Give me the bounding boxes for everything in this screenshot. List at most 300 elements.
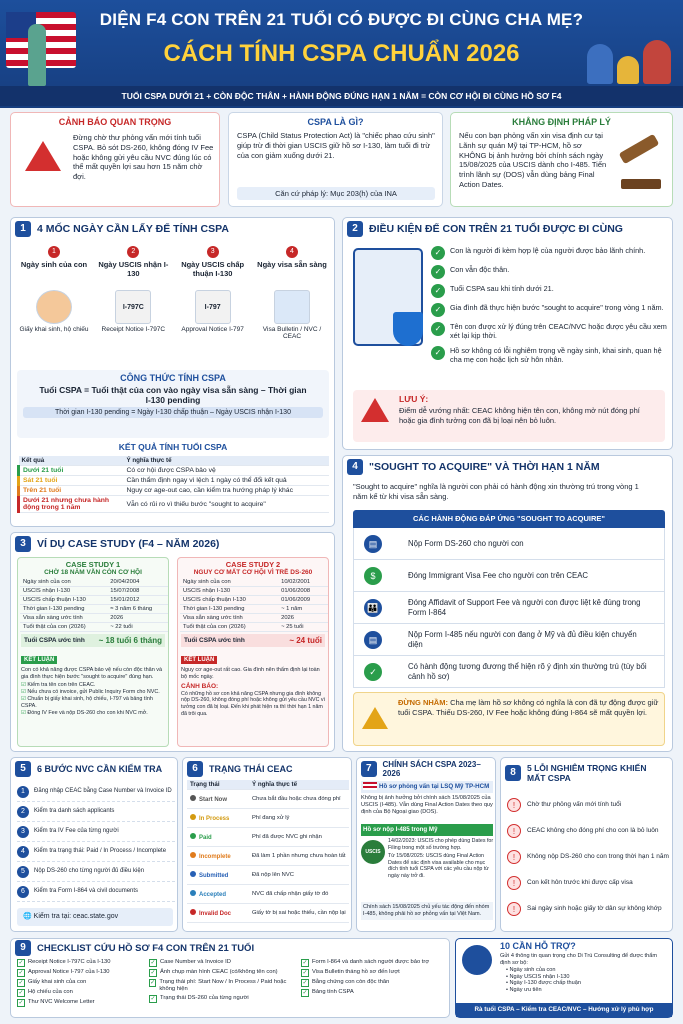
result-label: Trên 21 tuổi <box>19 486 124 496</box>
policy2-title: Hồ sơ nộp I-485 trong Mỹ <box>363 826 438 833</box>
case-row <box>20 587 168 596</box>
status-header-1: Trạng thái <box>187 780 249 790</box>
mistake-text: Sai ngày sinh hoặc giấy tờ dân sự không khớp <box>527 904 662 912</box>
status-label: Start Now <box>199 797 228 803</box>
warning-card <box>10 112 220 207</box>
case-row <box>20 605 168 614</box>
family-icon <box>587 38 675 84</box>
result-label: Sát 21 tuổi <box>19 476 124 486</box>
milestone-label: Ngày USCIS chấp thuận I-130 <box>181 260 245 278</box>
case1-conclusion-label: KẾT LUẬN <box>21 656 57 664</box>
checkbox-icon: ✓ <box>150 980 156 986</box>
section-4 <box>342 455 673 752</box>
status-dot-icon <box>190 909 196 915</box>
alert-icon <box>361 398 389 422</box>
mistake-text: CEAC không cho đóng phí cho con là bỏ luôn <box>527 826 659 834</box>
mistake-text: Chờ thư phỏng vấn mới tính tuổi <box>527 800 622 808</box>
globe-icon: 🌐 <box>23 913 34 920</box>
status-dot-icon <box>190 890 196 896</box>
condition-text: Tên con được xử lý đúng trên CEAC/NVC hoặc được yêu cầu xem xét lại kịp thời. <box>450 322 667 341</box>
case1-conclusion: Con có khả năng được CSPA bảo vệ nếu còn độc thân và gia đình thực hiện bước "sought to acquire" đúng hạn. <box>21 667 163 680</box>
step-text: Kiểm tra Form I-864 và civil documents <box>34 887 139 894</box>
uscis-seal-text: USCIS <box>365 849 381 855</box>
us-flag-icon <box>363 782 377 790</box>
status-row <box>187 904 349 923</box>
policy-footnote: Chính sách 15/08/2025 chủ yếu tác động đến nhóm I-485, không phải hồ sơ phỏng vấn tại Việt Nam. <box>361 902 493 920</box>
checkbox-icon: ✓ <box>150 960 156 966</box>
dollar-icon: $ <box>364 567 382 585</box>
legal-card <box>450 112 673 207</box>
checklist-text: Trạng thái phí: Start Now / In Process / Paid hoặc không hiện <box>159 979 287 993</box>
status-row <box>187 809 349 828</box>
case-row <box>180 596 328 605</box>
gavel-base-icon <box>621 179 661 189</box>
case-row-label: Visa sẵn sàng ước tính <box>180 614 278 623</box>
case1-action <box>21 696 165 710</box>
legal-text: Nếu con bạn phỏng vấn xin visa định cư tại Lãnh sự quán Mỹ tại TP-HCM, hồ sơ KHÔNG bị ảnh hưởng bởi chính sách ngày 15/08/2025 của USCIS dành cho I-485. Tiến trình lãnh sự (DOS) vẫn dùng bảng Final Action Dates. <box>459 131 607 189</box>
status-row <box>187 885 349 904</box>
status-dot-icon <box>190 852 196 858</box>
case2-title: CASE STUDY 2 <box>225 560 281 569</box>
sought-action <box>353 528 665 560</box>
status-name <box>187 866 249 885</box>
case1-action-text: Nếu chưa có invoice, gửi Public Inquiry Form cho NVC. <box>27 688 160 695</box>
support-text: Gửi 4 thông tin quan trọng cho Di Trú Consulting để được thẩm định sơ bộ: <box>500 953 657 966</box>
step-text: Kiểm tra danh sách applicants <box>34 807 115 814</box>
case1-result-label: Tuổi CSPA ước tính <box>24 637 85 644</box>
mistake-text: Không nộp DS-260 cho con trong thời hạn 1 năm <box>527 852 669 860</box>
warning-text: Đừng chờ thư phỏng vấn mới tính tuổi CSPA. Bỏ sót DS-260, không đóng IV Fee hoặc không gửi yêu cầu NVC đúng lúc có thể mất quyền lợi sau hơn 15 năm chờ đợi. <box>73 133 214 181</box>
note-text: Điểm dễ vướng nhất: CEAC không hiện tên con, không mở nút đóng phí hoặc gia đình tưởng con đã bị loại nên bỏ luôn. <box>399 406 640 425</box>
checkbox-icon: ✓ <box>150 970 156 976</box>
sought-action-text: Nộp Form DS-260 cho người con <box>408 538 524 548</box>
shield-check-icon <box>393 312 423 346</box>
status-dot-icon <box>190 833 196 839</box>
nvc-step <box>17 802 175 822</box>
section-number: 2 <box>347 221 363 237</box>
case-row-label: Visa sẵn sàng ước tính <box>20 614 107 623</box>
formula: Tuổi CSPA = Tuổi thật của con vào ngày visa sẵn sàng – Thời gian I-130 pending <box>39 385 307 405</box>
sought-action-text: Nộp Form I-485 nếu người con đang ở Mỹ và đủ điều kiện chuyển diện <box>408 629 637 649</box>
case1-action <box>21 710 165 717</box>
case-row-value: 2026 <box>107 614 168 623</box>
status-meaning: Đã nộp lên NVC <box>249 866 349 885</box>
section-title: ĐIỀU KIỆN ĐỂ CON TRÊN 21 TUỔI ĐƯỢC ĐI CÙNG <box>369 223 623 235</box>
checklist-item <box>149 979 299 993</box>
case2-result-label: Tuổi CSPA ước tính <box>184 637 245 644</box>
status-label: Invalid Doc <box>199 911 232 917</box>
case-row-value: ~ 25 tuổi <box>278 623 328 632</box>
date-milestone <box>176 246 250 366</box>
checklist-item <box>301 959 447 967</box>
case1-subtitle: CHỜ 18 NĂM VẪN CÒN CƠ HỘI <box>44 569 142 576</box>
error-icon: ! <box>507 824 521 838</box>
checklist-text: Bằng chứng con còn độc thân <box>312 979 390 985</box>
date-milestone <box>17 246 91 366</box>
people-icon: 👪 <box>364 599 382 617</box>
case-row-value: 15/07/2008 <box>107 587 168 596</box>
result-meaning: Vẫn có rủi ro vì thiếu bước "sought to acquire" <box>124 496 330 513</box>
section-title: 4 MỐC NGÀY CẦN LẤY ĐỂ TÍNH CSPA <box>37 223 229 235</box>
cspa-title: CSPA LÀ GÌ? <box>307 117 364 127</box>
warning-icon <box>25 141 61 171</box>
case-row <box>180 605 328 614</box>
support-item: • Ngày USCIS nhận I-130 <box>506 973 570 980</box>
check-box-icon: ☑ <box>21 681 28 688</box>
status-row <box>187 847 349 866</box>
clipboard-icon <box>353 248 423 346</box>
nvc-step <box>17 882 175 902</box>
document-icon: I-797 <box>195 290 231 324</box>
dont-confuse-box <box>353 692 665 746</box>
result-row <box>19 466 330 476</box>
checklist-item <box>149 995 299 1003</box>
status-dot-icon <box>190 795 196 801</box>
checkbox-icon: ✓ <box>302 990 308 996</box>
condition-text: Gia đình đã thực hiện bước "sought to acquire" trong vòng 1 năm. <box>450 303 664 312</box>
status-meaning: Phí đã được NVC ghi nhận <box>249 828 349 847</box>
step-number: 6 <box>17 886 29 898</box>
error-icon: ! <box>507 798 521 812</box>
case-row-label: USCIS chấp thuận I-130 <box>20 596 107 605</box>
section-title: 5 LỖI NGHIÊM TRỌNG KHIẾN MẤT CSPA <box>527 762 647 783</box>
case-row <box>20 596 168 605</box>
ceac-link-text[interactable]: Kiểm tra tại: ceac.state.gov <box>33 913 119 920</box>
status-meaning: Giấy tờ bị sai hoặc thiếu, cần nộp lại <box>249 904 349 923</box>
section-number: 10 <box>500 941 511 951</box>
check-box-icon: ☑ <box>21 695 28 702</box>
case-row-value: ~ 22 tuổi <box>107 623 168 632</box>
checklist-text: Trạng thái DS-260 của từng người <box>160 995 249 1002</box>
status-row <box>187 866 349 885</box>
section-number: 1 <box>15 221 31 237</box>
check-circle-icon: ✓ <box>431 322 445 336</box>
uscis-seal-icon <box>361 840 385 864</box>
mistake-text: Con kết hôn trước khi được cấp visa <box>527 878 633 886</box>
checklist-text: Receipt Notice I-797C của I-130 <box>28 959 111 965</box>
status-dot-icon <box>190 871 196 877</box>
case1-action-text: Kiểm tra tên con trên CEAC. <box>27 681 96 688</box>
mistake-item <box>507 844 669 870</box>
sought-action <box>353 592 665 624</box>
step-number: 3 <box>17 826 29 838</box>
milestone-number: 4 <box>286 246 298 258</box>
formula-box <box>17 370 329 438</box>
checkbox-icon: ✓ <box>18 970 24 976</box>
case1-action <box>21 689 165 696</box>
policy1-text: Không bị ảnh hưởng bởi chính sách 15/08/2025 của USCIS (I-485). Vẫn dùng Final Action Dates theo quy định của Bộ Ngoại giao (DOS). <box>361 795 493 815</box>
checklist-item <box>301 969 447 977</box>
cspa-text: CSPA (Child Status Protection Act) là "chiếc phao cứu sinh" giúp trừ đi thời gian USCIS giữ hồ sơ I-130, làm tuổi đi trừ của con giảm xuống dưới 21. <box>237 131 435 160</box>
status-name <box>187 828 249 847</box>
checklist-text: Case Number và Invoice ID <box>160 959 231 965</box>
form-icon: ▤ <box>364 535 382 553</box>
case1-action-text: Chuẩn bị giấy khai sinh, hộ chiếu, I-797 và bảng tính CSPA. <box>21 695 153 709</box>
check-circle-icon: ✓ <box>431 284 445 298</box>
checkbox-icon: ✓ <box>18 980 24 986</box>
section-6 <box>182 757 352 932</box>
case-row-value: ≈ 3 năm 6 tháng <box>107 605 168 614</box>
checklist-text: Form I-864 và danh sách người được bảo trợ <box>312 959 430 965</box>
section-title: CHECKLIST CỨU HỒ SƠ F4 CON TRÊN 21 TUỔI <box>37 942 255 954</box>
section-title: CHÍNH SÁCH CSPA 2023–2026 <box>382 760 481 778</box>
milestone-label: Ngày visa sẵn sàng <box>257 260 327 269</box>
case2-subtitle: NGUY CƠ MẤT CƠ HỘI VÌ TRỄ DS-260 <box>193 569 313 576</box>
condition-item <box>431 284 669 298</box>
checkbox-icon: ✓ <box>18 990 24 996</box>
checkbox-icon: ✓ <box>18 1000 24 1006</box>
subtitle-bar: TUỔI CSPA DƯỚI 21 + CÒN ĐỘC THÂN + HÀNH ĐỘNG ĐÚNG HẠN 1 NĂM = CÒN CƠ HỘI ĐI CÙNG HỒ SƠ F4 <box>0 86 683 106</box>
calendar-icon <box>274 290 310 324</box>
section-5 <box>10 757 178 932</box>
case-row-label: USCIS nhận I-130 <box>180 587 278 596</box>
title-line-2: CÁCH TÍNH CSPA CHUẨN 2026 <box>163 40 520 67</box>
condition-text: Con vẫn độc thân. <box>450 265 510 274</box>
actions-title: CÁC HÀNH ĐỘNG ĐÁP ỨNG "SOUGHT TO ACQUIRE" <box>353 510 665 528</box>
checklist-text: Thư NVC Welcome Letter <box>28 999 95 1005</box>
result-row <box>19 476 330 486</box>
case-row-value: 20/04/2004 <box>107 578 168 587</box>
mistake-item <box>507 792 669 818</box>
error-icon: ! <box>507 850 521 864</box>
section-number: 3 <box>15 536 31 552</box>
date-milestone <box>255 246 329 366</box>
check-box-icon: ☑ <box>21 709 28 716</box>
result-row <box>19 496 330 513</box>
case-row-value: 15/01/2012 <box>107 596 168 605</box>
status-label: Paid <box>199 835 212 841</box>
status-row <box>187 790 349 809</box>
result-meaning: Cần thẩm định ngay vì lệch 1 ngày có thể đổi kết quả <box>124 476 330 486</box>
sought-action-text: Đóng Affidavit of Support Fee và người con được liệt kê đúng trong Form I-864 <box>408 597 641 617</box>
section-3 <box>10 532 335 752</box>
checklist-item <box>17 999 147 1007</box>
status-meaning: Chưa bắt đầu hoặc chưa đóng phí <box>249 790 349 809</box>
checklist-text: Bảng tính CSPA <box>312 989 354 995</box>
checklist-text: Ảnh chụp màn hình CEAC (có/không tên con) <box>160 969 278 975</box>
checklist-item <box>17 979 147 987</box>
checklist-item <box>301 989 447 997</box>
case-row <box>180 623 328 632</box>
section-2 <box>342 217 673 450</box>
check-circle-icon: ✓ <box>431 265 445 279</box>
checkbox-icon: ✓ <box>18 960 24 966</box>
statue-of-liberty-icon <box>28 24 46 86</box>
milestone-number: 2 <box>127 246 139 258</box>
case-row-label: Tuổi thật của con (2026) <box>20 623 107 632</box>
case-row <box>20 614 168 623</box>
status-label: Accepted <box>199 892 227 898</box>
case-row-label: Thời gian I-130 pending <box>20 605 107 614</box>
case-row-label: USCIS nhận I-130 <box>20 587 107 596</box>
case-row-value: 01/06/2009 <box>278 596 328 605</box>
condition-text: Hồ sơ không có lỗi nghiêm trọng về ngày sinh, khai sinh, quan hệ cha mẹ con hoặc lịch sử hôn nhân. <box>450 345 662 365</box>
case-row-value: 2026 <box>278 614 328 623</box>
case2-conclusion-label: KẾT LUẬN <box>181 656 217 664</box>
checklist-item <box>17 969 147 977</box>
cspa-card <box>228 112 443 207</box>
policy2-header <box>361 824 493 836</box>
section-number: 4 <box>347 459 363 475</box>
checklist-text: Visa Bulletin tháng hồ sơ đến lượt <box>312 969 400 975</box>
case-row-label: USCIS chấp thuận I-130 <box>180 596 278 605</box>
check-circle-icon: ✓ <box>364 663 382 681</box>
milestone-source: Approval Notice I-797 <box>181 326 244 333</box>
case-row <box>20 623 168 632</box>
note-box <box>353 390 665 442</box>
warning-title: CẢNH BÁO QUAN TRỌNG <box>58 117 172 127</box>
condition-text: Con là người đi kèm hợp lệ của người được bảo lãnh chính. <box>450 246 646 255</box>
step-number: 1 <box>17 786 29 798</box>
checklist-text: Approval Notice I-797 của I-130 <box>28 969 110 975</box>
section-7 <box>356 757 496 932</box>
ceac-link[interactable] <box>17 908 173 926</box>
dont-confuse-text: Cha mẹ làm hồ sơ không có nghĩa là con đã tự động được giữ tuổi CSPA. Thiếu DS-260, IV Fee hoặc không đúng I-864 sẽ mất quyền lợi. <box>398 698 659 717</box>
date-milestone <box>96 246 170 366</box>
section-10 <box>455 938 673 1018</box>
milestone-source: Giấy khai sinh, hộ chiếu <box>19 326 89 333</box>
case-row-label: Tuổi thật của con (2026) <box>180 623 278 632</box>
formula-title: CÔNG THỨC TÍNH CSPA <box>120 373 226 383</box>
check-circle-icon: ✓ <box>431 303 445 317</box>
document-icon: I-797C <box>115 290 151 324</box>
case-row-label: Ngày sinh của con <box>20 578 107 587</box>
policy2-bullet-2: Từ 15/08/2025: USCIS dùng Final Action Dates để xác định visa available cho mục đích tính tuổi CSPA với các yêu cầu nộp từ ngày này trở đi. <box>388 853 489 880</box>
support-footer: Rà tuổi CSPA – Kiểm tra CEAC/NVC – Hướng xử lý phù hợp <box>456 1003 672 1017</box>
section-title: 6 BƯỚC NVC CẦN KIỂM TRA <box>37 764 163 774</box>
check-box-icon: ☑ <box>21 688 28 695</box>
condition-item <box>431 346 669 365</box>
case1-result: ~ 18 tuổi 6 tháng <box>98 636 162 645</box>
condition-item <box>431 246 669 260</box>
checklist-item <box>301 979 447 987</box>
result-row <box>19 486 330 496</box>
status-meaning: Phí đang xử lý <box>249 809 349 828</box>
case-row-label: Thời gian I-130 pending <box>180 605 278 614</box>
error-icon: ! <box>507 902 521 916</box>
status-meaning: Đã làm 1 phần nhưng chưa hoàn tất <box>249 847 349 866</box>
status-meaning: NVC đã chấp nhận giấy tờ đó <box>249 885 349 904</box>
gavel-icon <box>619 134 660 164</box>
case-row <box>180 587 328 596</box>
status-row <box>187 828 349 847</box>
note-title: LƯU Ý: <box>399 394 429 404</box>
step-number: 5 <box>17 866 29 878</box>
cspa-basis: Căn cứ pháp lý: Mục 203(h) của INA <box>237 187 435 200</box>
sought-action <box>353 560 665 592</box>
status-label: In Process <box>199 816 230 822</box>
sought-action-text: Đóng Immigrant Visa Fee cho người con trên CEAC <box>408 570 589 580</box>
result-meaning: Có cơ hội được CSPA bảo vệ <box>124 466 330 476</box>
section-title: VÍ DỤ CASE STUDY (F4 – NĂM 2026) <box>37 538 220 550</box>
step-text: Kiểm tra IV Fee của từng người <box>34 827 119 834</box>
status-name <box>187 847 249 866</box>
case2-warning: Có những hồ sơ con khả năng CSPA nhưng gia đình không nộp DS-260, không đóng phí hoặc không gửi yêu cầu NVC vì tưởng con đã bị loại. Đến khi phát hiện ra thì thời hạn 1 năm đã trôi qua. <box>181 690 326 717</box>
checklist-item <box>17 959 147 967</box>
results-table <box>17 456 329 513</box>
case1-action-text: Đóng IV Fee và nộp DS-260 cho con khi NVC mở. <box>27 709 148 716</box>
case2-warning-label: CẢNH BÁO: <box>181 682 219 690</box>
sought-intro: "Sought to acquire" nghĩa là người con phải có hành động xin thường trú trong vòng 1 năm kể từ khi visa sẵn sàng. <box>353 482 639 501</box>
condition-item <box>431 322 669 341</box>
step-number: 2 <box>17 806 29 818</box>
nvc-step <box>17 822 175 842</box>
support-item: • Ngày ưu tiên <box>506 987 542 994</box>
caution-icon <box>362 707 388 729</box>
checkbox-icon: ✓ <box>302 960 308 966</box>
support-agent-icon <box>462 945 492 975</box>
title-line-1: DIỆN F4 CON TRÊN 21 TUỔI CÓ ĐƯỢC ĐI CÙNG CHA MẸ? <box>99 10 584 29</box>
milestone-number: 3 <box>207 246 219 258</box>
section-number: 5 <box>15 761 31 777</box>
status-name <box>187 809 249 828</box>
nvc-step <box>17 782 175 802</box>
status-dot-icon <box>190 814 196 820</box>
status-label: Incomplete <box>199 854 231 860</box>
status-name <box>187 885 249 904</box>
baby-icon <box>36 290 72 324</box>
section-1 <box>10 217 335 527</box>
result-label: Dưới 21 tuổi <box>19 466 124 476</box>
case1-action <box>21 682 165 689</box>
support-item: • Ngày I-130 được chấp thuận <box>506 980 581 987</box>
sought-action-text: Có hành động tương đương thể hiện rõ ý định xin thường trú (tùy bối cảnh hồ sơ) <box>408 661 647 681</box>
results-header-1: Kết quả <box>19 456 124 466</box>
support-item: • Ngày sinh của con <box>506 967 556 973</box>
results-header-2: Ý nghĩa thực tế <box>124 456 330 466</box>
legal-title: KHẲNG ĐỊNH PHÁP LÝ <box>512 117 611 127</box>
step-text: Đăng nhập CEAC bằng Case Number và Invoice ID <box>34 787 172 794</box>
mistake-item <box>507 818 669 844</box>
case-row <box>180 614 328 623</box>
case1-title: CASE STUDY 1 <box>65 560 121 569</box>
section-9 <box>10 938 450 1018</box>
check-circle-icon: ✓ <box>431 346 445 360</box>
checkbox-icon: ✓ <box>302 970 308 976</box>
section-title: "SOUGHT TO ACQUIRE" VÀ THỜI HẠN 1 NĂM <box>369 461 600 473</box>
sought-action <box>353 624 665 656</box>
status-label: Submitted <box>199 873 229 879</box>
section-title: TRẠNG THÁI CEAC <box>209 764 293 774</box>
checklist-text: Hộ chiếu của con <box>28 989 73 995</box>
case-row <box>180 578 328 587</box>
checklist-text: Giấy khai sinh của con <box>28 979 87 985</box>
check-circle-icon: ✓ <box>431 246 445 260</box>
mistake-item <box>507 870 669 896</box>
milestone-source: Receipt Notice I-797C <box>101 326 166 333</box>
checklist-item <box>149 969 299 977</box>
condition-item <box>431 265 669 279</box>
document-icon: ▤ <box>364 631 382 649</box>
result-label: Dưới 21 nhưng chưa hành động trong 1 năm <box>19 496 124 513</box>
case2-conclusion: Nguy cơ age-out rất cao. Gia đình nên thẩm định lại toàn bộ mốc ngày. <box>181 667 320 680</box>
milestone-source: Visa Bulletin / NVC / CEAC <box>262 326 322 340</box>
case-row-label: Ngày sinh của con <box>180 578 278 587</box>
status-name <box>187 904 249 923</box>
case-row-value: ~ 1 năm <box>278 605 328 614</box>
sought-action <box>353 656 665 688</box>
milestone-number: 1 <box>48 246 60 258</box>
case-row-value: 10/02/2001 <box>278 578 328 587</box>
checkbox-icon: ✓ <box>150 996 156 1003</box>
pending-formula: Thời gian I-130 pending = Ngày I-130 chấp thuận – Ngày USCIS nhận I-130 <box>23 407 323 418</box>
status-name <box>187 790 249 809</box>
milestone-label: Ngày USCIS nhận I-130 <box>98 260 169 278</box>
condition-item <box>431 303 669 317</box>
case-row <box>20 578 168 587</box>
error-icon: ! <box>507 876 521 890</box>
step-number: 4 <box>17 846 29 858</box>
